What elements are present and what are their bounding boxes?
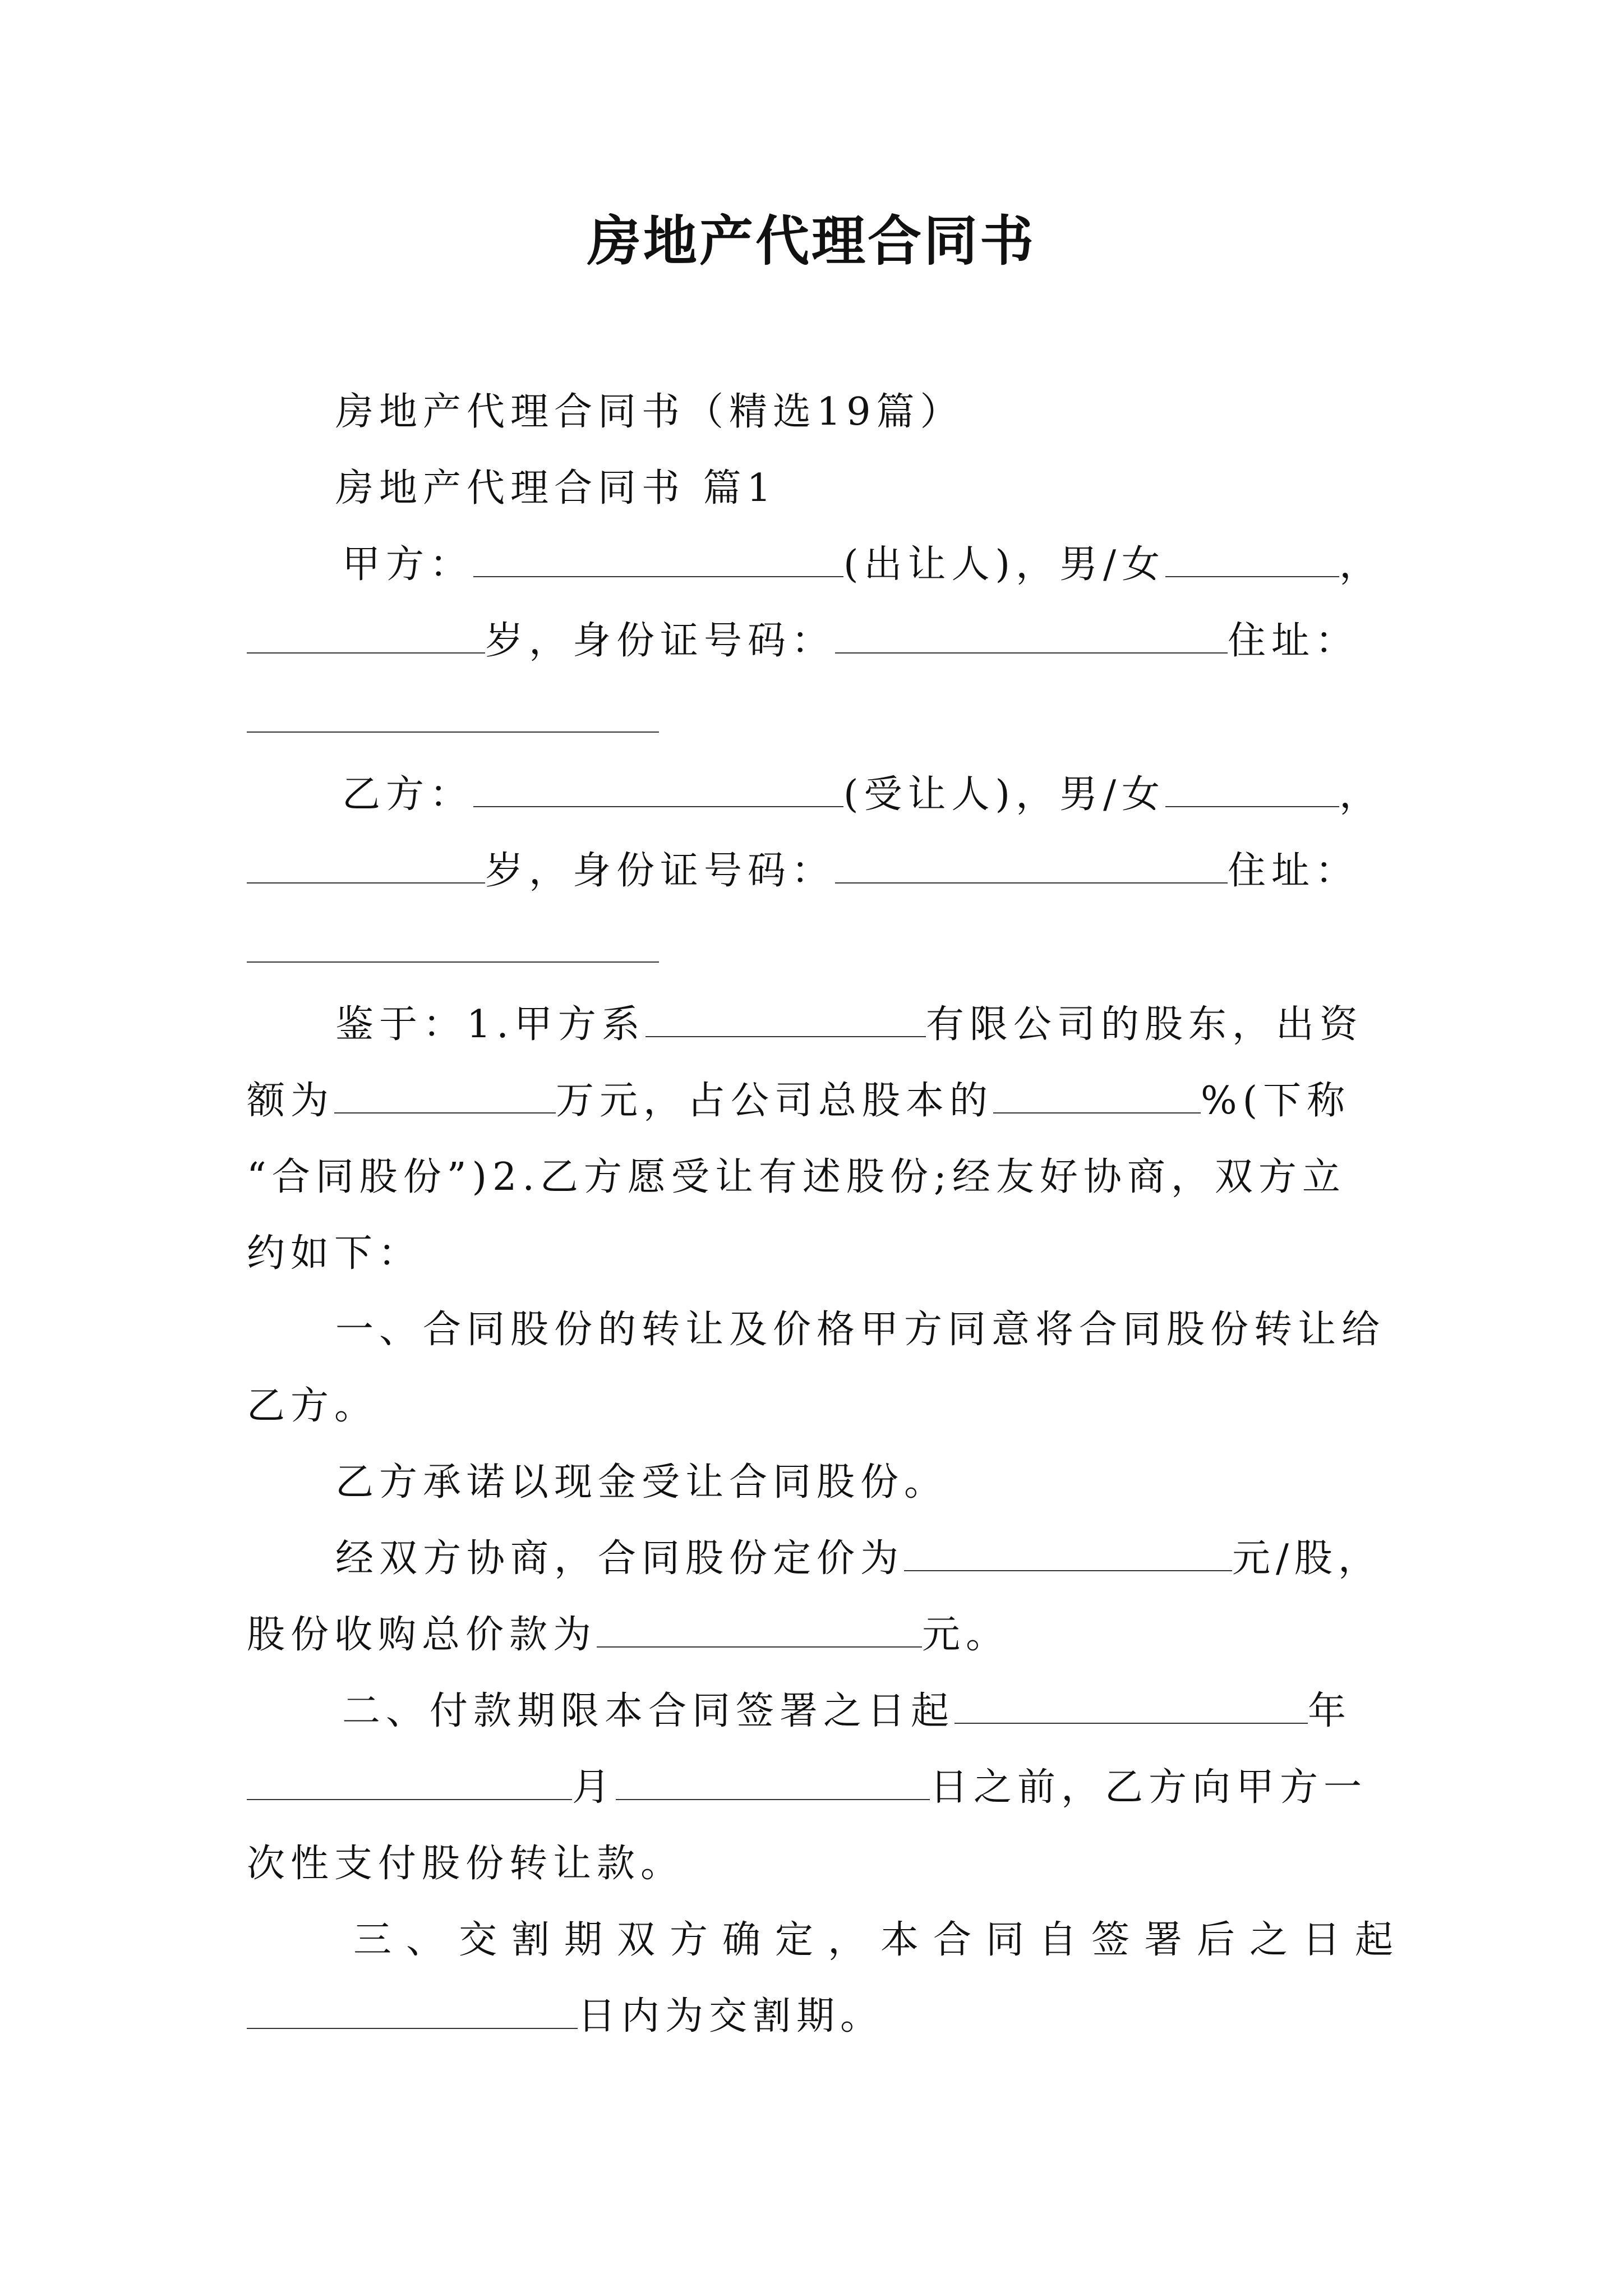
price-unit: 元/股，	[1232, 1536, 1382, 1581]
party-b-role: (受让人)，男/女	[843, 772, 1165, 817]
clause-3-line-1: 三、交割期双方确定，本合同自签署后之日起	[353, 1918, 1408, 1962]
party-a-line-2	[247, 616, 1359, 666]
party-b-age-label: 岁，身份证号码：	[485, 849, 836, 893]
month-label: 月	[572, 1765, 616, 1810]
clause-1-line-3: 乙方承诺以现金受让合同股份。	[335, 1460, 948, 1504]
clause-1-line-5	[247, 1610, 1009, 1660]
party-b-line-1	[342, 770, 1383, 820]
party-b-name-blank	[473, 771, 843, 807]
clause-1-line-1: 一、合同股份的转让及价格甲方同意将合同股份转让给	[335, 1308, 1386, 1352]
delivery-label: 日内为交割期。	[578, 1994, 884, 2039]
whereas-line-1	[335, 1000, 1363, 1050]
payment-day-blank	[616, 1764, 930, 1800]
clause-3-line-2	[247, 1991, 884, 2042]
party-b-age-blank	[247, 848, 485, 884]
party-a-address-label: 住址：	[1228, 619, 1359, 663]
clause-2-line-3: 次性支付股份转让款。	[247, 1842, 685, 1886]
party-a-age-blank	[247, 618, 485, 654]
section-heading: 房地产代理合同书 篇1	[335, 466, 777, 510]
doc-subtitle: 房地产代理合同书（精选19篇）	[335, 390, 964, 434]
party-b-gender-blank	[1165, 771, 1339, 807]
party-b-address-blank	[247, 960, 659, 963]
year-label: 年	[1308, 1689, 1352, 1733]
total-price-blank	[597, 1612, 922, 1648]
payment-year-blank	[955, 1688, 1308, 1724]
party-a-role: (出让人)，男/女	[843, 542, 1165, 587]
day-label: 日之前，乙方向甲方一	[930, 1765, 1368, 1810]
whereas-line-3: “合同股份”)2.乙方愿受让有述股份;经友好协商，双方立	[247, 1155, 1346, 1199]
party-a-gender-blank	[1165, 541, 1339, 577]
whereas-text-1b: 有限公司的股东，出资	[925, 1002, 1363, 1047]
party-a-line-1	[342, 540, 1383, 590]
whereas-text-1a: 鉴于：1.甲方系	[335, 1002, 645, 1047]
delivery-days-blank	[247, 1993, 578, 2029]
party-b-label: 乙方：	[342, 772, 474, 817]
company-name-blank	[645, 1001, 926, 1037]
total-price-label: 股份收购总价款为	[247, 1613, 597, 1657]
party-b-line-2	[247, 846, 1359, 896]
whereas-text-2c: %(下称	[1201, 1079, 1351, 1123]
price-per-share-blank	[904, 1535, 1232, 1571]
document-title: 房地产代理合同书	[587, 209, 1036, 273]
payment-month-blank	[247, 1764, 572, 1800]
whereas-line-2	[247, 1076, 1350, 1126]
party-a-age-label: 岁，身份证号码：	[485, 619, 836, 663]
clause-2-line-2	[247, 1763, 1367, 1813]
capital-amount-blank	[334, 1078, 556, 1114]
party-a-label: 甲方：	[342, 542, 474, 587]
whereas-line-4: 约如下：	[247, 1231, 422, 1276]
whereas-text-2b: 万元，占公司总股本的	[556, 1079, 994, 1123]
share-percent-blank	[993, 1078, 1201, 1114]
party-a-comma: ，	[1339, 542, 1384, 587]
party-a-address-blank	[247, 730, 659, 733]
payment-label: 二、付款期限本合同签署之日起	[342, 1689, 955, 1733]
clause-1-line-4	[335, 1534, 1382, 1584]
total-price-unit: 元。	[922, 1613, 1010, 1657]
party-a-id-blank	[835, 618, 1228, 654]
clause-1-line-2: 乙方。	[247, 1384, 379, 1428]
party-b-id-blank	[835, 848, 1228, 884]
clause-2-line-1	[342, 1686, 1352, 1737]
price-label: 经双方协商，合同股份定价为	[335, 1536, 905, 1581]
party-b-address-label: 住址：	[1228, 849, 1359, 893]
party-a-name-blank	[473, 541, 843, 577]
whereas-text-2a: 额为	[247, 1079, 335, 1123]
party-b-comma: ，	[1339, 772, 1384, 817]
